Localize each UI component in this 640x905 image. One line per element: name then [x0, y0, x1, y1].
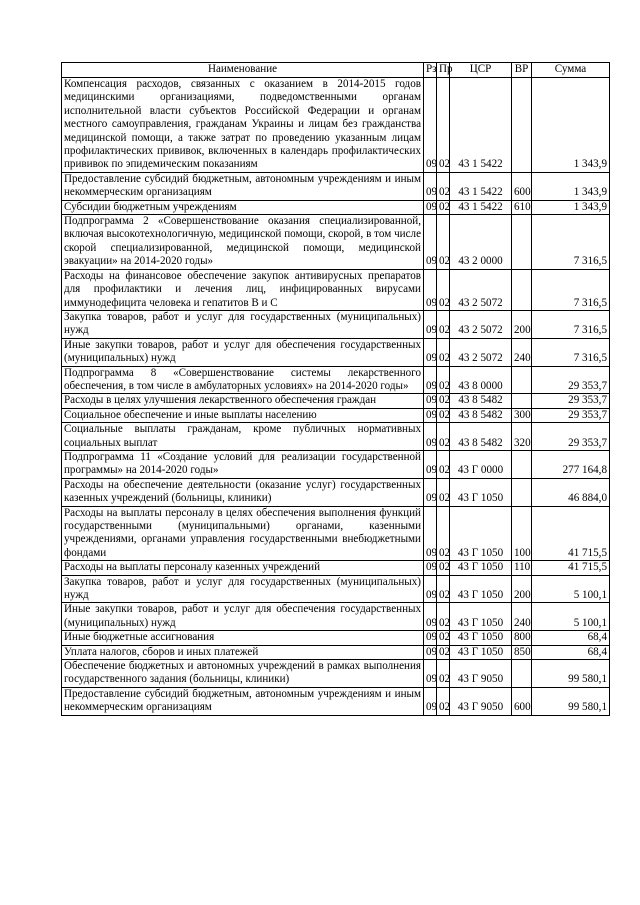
row-name: Предоставление субсидий бюджетным, автономным учреждениям и иным некоммерческим организациям	[62, 687, 424, 715]
row-name: Расходы на финансовое обеспечение закупок антивирусных препаратов для профилактики и лечения лиц, инфицированных вирусами иммунодефицита человека и гепатитов В и С	[62, 269, 424, 310]
table-row	[62, 561, 610, 575]
row-pr: 02	[437, 269, 450, 310]
row-csr: 43 Г 1050	[450, 575, 512, 603]
row-sum: 7 316,5	[532, 338, 610, 366]
row-csr: 43 8 0000	[450, 366, 512, 394]
row-sum: 68,4	[532, 645, 610, 659]
row-sum: 7 316,5	[532, 310, 610, 338]
row-name: Социальные выплаты гражданам, кроме публичных нормативных социальных выплат	[62, 423, 424, 451]
table-row	[62, 631, 610, 645]
row-csr: 43 2 0000	[450, 215, 512, 270]
row-name: Субсидии бюджетным учреждениям	[62, 200, 424, 214]
row-vr: 600	[512, 687, 532, 715]
row-rz: 09	[424, 78, 437, 173]
row-csr: 43 2 5072	[450, 269, 512, 310]
row-pr: 02	[437, 687, 450, 715]
row-csr: 43 Г 1050	[450, 603, 512, 631]
row-name: Подпрограмма 8 «Совершенствование системы лекарственного обеспечения, в том числе в амбулаторных условиях» на 2014-2020 годы»	[62, 366, 424, 394]
row-pr: 02	[437, 310, 450, 338]
row-pr: 02	[437, 366, 450, 394]
row-pr: 02	[437, 172, 450, 200]
table-row	[62, 478, 610, 506]
row-vr	[512, 660, 532, 688]
row-pr: 02	[437, 338, 450, 366]
header-rz: Рз	[424, 63, 437, 78]
row-rz: 09	[424, 645, 437, 659]
row-sum: 29 353,7	[532, 366, 610, 394]
row-csr: 43 8 5482	[450, 408, 512, 422]
row-sum: 41 715,5	[532, 506, 610, 561]
row-sum: 5 100,1	[532, 603, 610, 631]
row-name: Иные бюджетные ассигнования	[62, 631, 424, 645]
row-csr: 43 8 5482	[450, 423, 512, 451]
row-vr: 320	[512, 423, 532, 451]
row-name: Обеспечение бюджетных и автономных учреждений в рамках выполнения государственного задания (больницы, клиники)	[62, 660, 424, 688]
row-name: Закупка товаров, работ и услуг для государственных (муниципальных) нужд	[62, 575, 424, 603]
row-vr: 240	[512, 603, 532, 631]
row-vr: 200	[512, 575, 532, 603]
row-sum: 68,4	[532, 631, 610, 645]
header-pr: Пр	[437, 63, 450, 78]
row-vr	[512, 394, 532, 408]
row-rz: 09	[424, 310, 437, 338]
row-name: Предоставление субсидий бюджетным, автономным учреждениям и иным некоммерческим организациям	[62, 172, 424, 200]
table-row	[62, 310, 610, 338]
row-rz: 09	[424, 603, 437, 631]
row-rz: 09	[424, 660, 437, 688]
table-row	[62, 366, 610, 394]
table-row	[62, 645, 610, 659]
table-row	[62, 200, 610, 214]
row-csr: 43 Г 1050	[450, 506, 512, 561]
row-rz: 09	[424, 575, 437, 603]
row-rz: 09	[424, 561, 437, 575]
row-rz: 09	[424, 687, 437, 715]
row-csr: 43 1 5422	[450, 200, 512, 214]
row-sum: 7 316,5	[532, 269, 610, 310]
row-vr: 800	[512, 631, 532, 645]
row-vr	[512, 366, 532, 394]
row-rz: 09	[424, 506, 437, 561]
row-name: Уплата налогов, сборов и иных платежей	[62, 645, 424, 659]
row-sum: 7 316,5	[532, 215, 610, 270]
row-sum: 41 715,5	[532, 561, 610, 575]
row-vr	[512, 478, 532, 506]
row-vr: 300	[512, 408, 532, 422]
row-pr: 02	[437, 575, 450, 603]
row-rz: 09	[424, 423, 437, 451]
table-row	[62, 506, 610, 561]
table-row	[62, 687, 610, 715]
row-rz: 09	[424, 478, 437, 506]
row-vr	[512, 269, 532, 310]
row-vr: 600	[512, 172, 532, 200]
row-pr: 02	[437, 645, 450, 659]
row-pr: 02	[437, 450, 450, 478]
row-pr: 02	[437, 423, 450, 451]
row-name: Расходы на обеспечение деятельности (оказание услуг) государственных казенных учреждений (больницы, клиники)	[62, 478, 424, 506]
row-pr: 02	[437, 215, 450, 270]
table-row	[62, 408, 610, 422]
row-sum: 29 353,7	[532, 408, 610, 422]
row-rz: 09	[424, 450, 437, 478]
row-vr: 110	[512, 561, 532, 575]
row-name: Социальное обеспечение и иные выплаты населению	[62, 408, 424, 422]
row-sum: 1 343,9	[532, 200, 610, 214]
row-name: Расходы на выплаты персоналу казенных учреждений	[62, 561, 424, 575]
row-vr	[512, 215, 532, 270]
row-pr: 02	[437, 631, 450, 645]
row-name: Закупка товаров, работ и услуг для государственных (муниципальных) нужд	[62, 310, 424, 338]
row-sum: 99 580,1	[532, 660, 610, 688]
table-row	[62, 394, 610, 408]
row-rz: 09	[424, 631, 437, 645]
table-row	[62, 269, 610, 310]
row-pr: 02	[437, 394, 450, 408]
row-rz: 09	[424, 269, 437, 310]
header-name: Наименование	[62, 63, 424, 78]
row-csr: 43 Г 9050	[450, 660, 512, 688]
row-sum: 46 884,0	[532, 478, 610, 506]
row-vr: 240	[512, 338, 532, 366]
row-csr: 43 1 5422	[450, 78, 512, 173]
row-vr: 100	[512, 506, 532, 561]
row-csr: 43 Г 9050	[450, 687, 512, 715]
row-rz: 09	[424, 200, 437, 214]
row-name: Расходы в целях улучшения лекарственного обеспечения граждан	[62, 394, 424, 408]
row-vr: 610	[512, 200, 532, 214]
row-rz: 09	[424, 394, 437, 408]
row-csr: 43 Г 1050	[450, 478, 512, 506]
row-csr: 43 Г 1050	[450, 645, 512, 659]
row-name: Иные закупки товаров, работ и услуг для обеспечения государственных (муниципальных) нужд	[62, 603, 424, 631]
row-vr	[512, 450, 532, 478]
row-rz: 09	[424, 408, 437, 422]
row-pr: 02	[437, 78, 450, 173]
table-row	[62, 603, 610, 631]
row-pr: 02	[437, 506, 450, 561]
row-rz: 09	[424, 215, 437, 270]
row-name: Подпрограмма 2 «Совершенствование оказания специализированной, включая высокотехнологичную, медицинской помощи, скорой, в том числе скорой специализированной, медицинской помощи, медицинской эвакуации» на 2014-2020 годы»	[62, 215, 424, 270]
table-row	[62, 450, 610, 478]
row-csr: 43 Г 1050	[450, 561, 512, 575]
row-vr	[512, 78, 532, 173]
row-rz: 09	[424, 366, 437, 394]
row-csr: 43 2 5072	[450, 310, 512, 338]
row-name: Подпрограмма 11 «Создание условий для реализации государственной программы» на 2014-2020 годы»	[62, 450, 424, 478]
row-pr: 02	[437, 200, 450, 214]
row-vr: 200	[512, 310, 532, 338]
row-csr: 43 1 5422	[450, 172, 512, 200]
row-name: Компенсация расходов, связанных с оказанием в 2014-2015 годов медицинскими организациями, подведомственными органам исполнительной власти субъектов Российской Федерации и органам местного самоуправления, гражданам Украины и лицам без гражданства медицинской помощи, а также затрат по проведению указанным лицам профилактических прививок, включенных в календарь профилактических прививок по эпидемическим показаниям	[62, 78, 424, 173]
row-csr: 43 2 5072	[450, 338, 512, 366]
row-sum: 1 343,9	[532, 172, 610, 200]
row-name: Иные закупки товаров, работ и услуг для обеспечения государственных (муниципальных) нужд	[62, 338, 424, 366]
header-csr: ЦСР	[450, 63, 512, 78]
row-rz: 09	[424, 338, 437, 366]
table-row	[62, 78, 610, 173]
row-pr: 02	[437, 660, 450, 688]
row-pr: 02	[437, 408, 450, 422]
row-csr: 43 Г 1050	[450, 631, 512, 645]
table-header-row	[62, 63, 610, 78]
row-pr: 02	[437, 561, 450, 575]
row-pr: 02	[437, 603, 450, 631]
table-row	[62, 172, 610, 200]
row-vr: 850	[512, 645, 532, 659]
row-pr: 02	[437, 478, 450, 506]
row-name: Расходы на выплаты персоналу в целях обеспечения выполнения функций государственными (муниципальными) органами, казенными учреждениями, органами управления государственными внебюджетными фондами	[62, 506, 424, 561]
row-sum: 29 353,7	[532, 394, 610, 408]
row-sum: 5 100,1	[532, 575, 610, 603]
table-row	[62, 338, 610, 366]
header-vr: ВР	[512, 63, 532, 78]
table-row	[62, 215, 610, 270]
row-sum: 1 343,9	[532, 78, 610, 173]
row-sum: 277 164,8	[532, 450, 610, 478]
row-csr: 43 8 5482	[450, 394, 512, 408]
row-rz: 09	[424, 172, 437, 200]
budget-table	[61, 62, 610, 716]
table-row	[62, 423, 610, 451]
header-sum: Сумма	[532, 63, 610, 78]
row-sum: 99 580,1	[532, 687, 610, 715]
table-row	[62, 660, 610, 688]
row-sum: 29 353,7	[532, 423, 610, 451]
table-row	[62, 575, 610, 603]
row-csr: 43 Г 0000	[450, 450, 512, 478]
